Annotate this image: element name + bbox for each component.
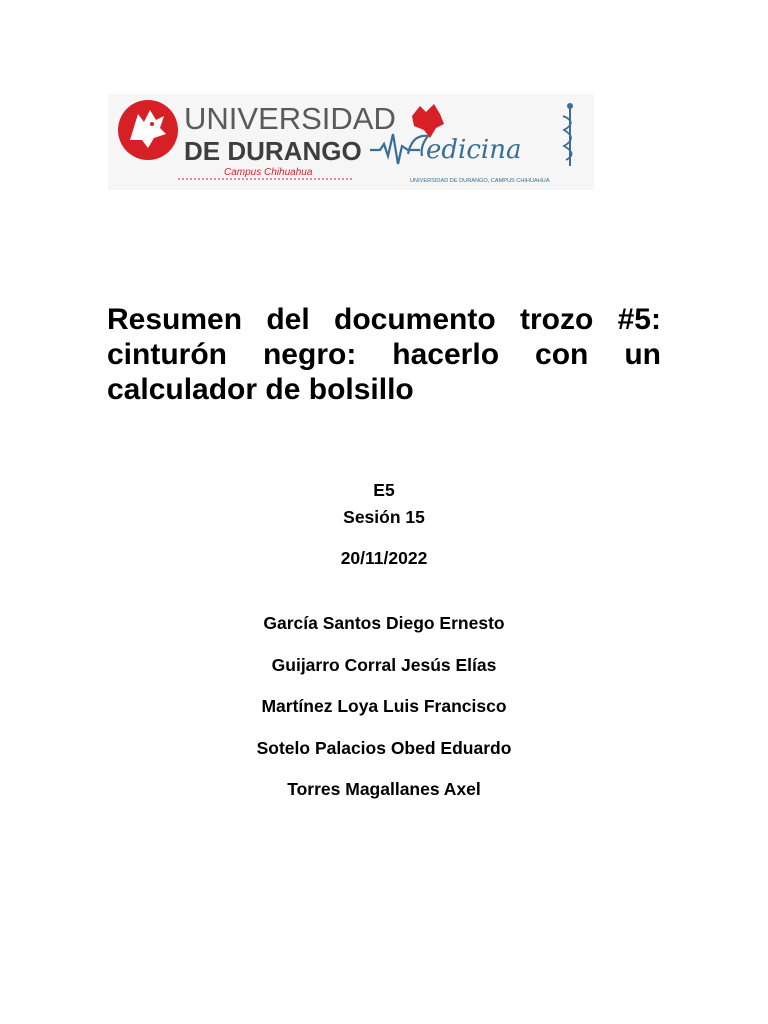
medicina-subtitle: UNIVERSIDAD DE DURANGO, CAMPUS CHIHUAHUA	[410, 178, 550, 184]
header-logo-banner	[108, 94, 594, 190]
author-name: Torres Magallanes Axel	[287, 779, 481, 799]
team-label: E5	[373, 480, 395, 500]
wolf-crest-icon	[118, 100, 178, 160]
heartbeat-icon	[370, 134, 420, 164]
author-name: García Santos Diego Ernesto	[263, 613, 505, 633]
session-label: Sesión 15	[343, 507, 425, 527]
author-name: Guijarro Corral Jesús Elías	[271, 655, 497, 675]
author-name: Martínez Loya Luis Francisco	[261, 696, 507, 716]
wolf-head-icon	[412, 104, 444, 138]
medicina-logo	[370, 103, 573, 184]
caduceus-icon	[563, 103, 573, 166]
logo-graphic	[108, 94, 594, 190]
document-title: Resumen del documento trozo #5: cinturón negro: hacerlo con un calculador de bolsillo	[107, 303, 661, 406]
university-name-line1: UNIVERSIDAD	[184, 101, 396, 136]
author-name: Sotelo Palacios Obed Eduardo	[256, 738, 512, 758]
medicina-m-icon	[408, 136, 428, 156]
date-label: 20/11/2022	[340, 548, 428, 568]
medicina-wordmark: edicina	[426, 135, 522, 165]
university-name-line2: DE DURANGO	[184, 136, 362, 166]
campus-label: Campus Chihuahua	[224, 167, 313, 178]
